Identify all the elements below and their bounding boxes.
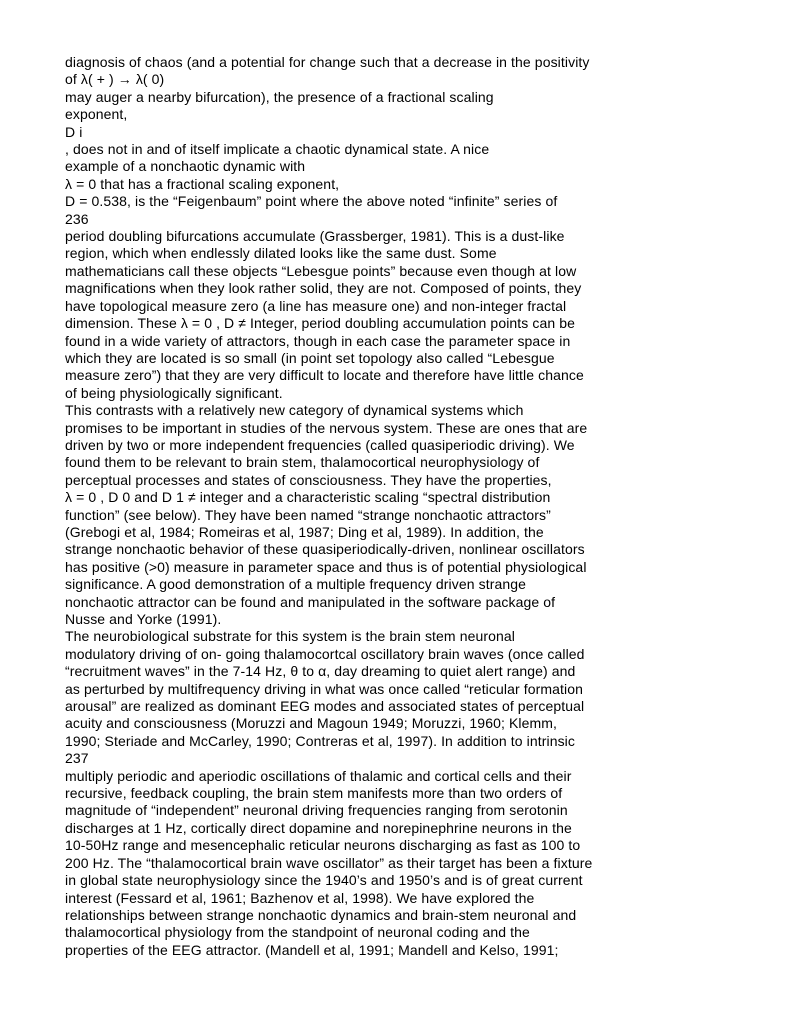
text-line: recursive, feedback coupling, the brain stem manifests more than two orders of [65,785,563,802]
text-line: magnifications when they look rather solid, they are not. Composed of points, they [65,280,582,297]
text-line: significance. A good demonstration of a multiple frequency driven strange [65,576,527,593]
text-line: period doubling bifurcations accumulate (Grassberger, 1981). This is a dust-like [65,228,565,245]
text-line: mathematicians call these objects “Lebesgue points” because even though at low [65,262,577,279]
text-line: Nusse and Yorke (1991). [65,611,222,627]
text-line: promises to be important in studies of the nervous system. These are ones that are [65,419,588,436]
text-line: 236 [65,210,89,227]
text-body [65,54,745,959]
text-line: thalamocortical physiology from the standpoint of neuronal coding and the [65,924,530,941]
text-line: exponent, [65,106,128,123]
text-line: has positive (>0) measure in parameter space and thus is of potential physiological [65,558,587,575]
text-line: diagnosis of chaos (and a potential for change such that a decrease in the positivity [65,54,590,70]
text-line: λ = 0 , D 0 and D 1 ≠ integer and a characteristic scaling “spectral distribution [65,489,551,506]
text-line: 10-50Hz range and mesencephalic reticular neurons discharging as fast as 100 to [65,837,581,854]
text-line: strange nonchaotic behavior of these quasiperiodically-driven, nonlinear oscillators [65,541,585,558]
text-line: dimension. These λ = 0 , D ≠ Integer, period doubling accumulation points can be [65,315,576,332]
text-line: example of a nonchaotic dynamic with [65,158,306,175]
text-line: of λ( + ) → λ( 0) [65,71,165,88]
text-line: arousal” are realized as dominant EEG modes and associated states of perceptual [65,698,585,715]
text-line: driven by two or more independent frequencies (called quasiperiodic driving). We [65,436,575,453]
text-line: have topological measure zero (a line has measure one) and non-integer fractal [65,297,567,314]
text-line: in global state neurophysiology since the 1940’s and 1950’s and is of great current [65,872,583,889]
text-line: D = 0.538, is the “Feigenbaum” point where the above noted “infinite” series of [65,193,558,210]
text-line: (Grebogi et al, 1984; Romeiras et al, 1987; Ding et al, 1989). In addition, the [65,523,544,540]
text-line: may auger a nearby bifurcation), the presence of a fractional scaling [65,88,494,105]
text-line: function” (see below). They have been named “strange nonchaotic attractors” [65,506,551,523]
text-line: of being physiologically significant. [65,384,283,401]
text-line: measure zero”) that they are very difficult to locate and therefore have little chance [65,367,584,384]
text-line: magnitude of “independent” neuronal driving frequencies ranging from serotonin [65,802,568,819]
text-line: modulatory driving of on- going thalamocortcal oscillatory brain waves (once called [65,645,585,662]
text-line: interest (Fessard et al, 1961; Bazhenov et al, 1998). We have explored the [65,889,535,906]
text-line: “recruitment waves” in the 7-14 Hz, θ to α, day dreaming to quiet alert range) and [65,663,576,680]
text-line: as perturbed by multifrequency driving in what was once called “reticular formation [65,680,583,697]
text-line: nonchaotic attractor can be found and manipulated in the software package of [65,593,556,610]
text-line: region, which when endlessly dilated looks like the same dust. Some [65,245,497,262]
text-line: found them to be relevant to brain stem, thalamocortical neurophysiology of [65,454,540,471]
text-line: relationships between strange nonchaotic dynamics and brain-stem neuronal and [65,906,577,923]
text-line: , does not in and of itself implicate a chaotic dynamical state. A nice [65,141,490,158]
text-line: The neurobiological substrate for this system is the brain stem neuronal [65,628,515,645]
text-line: acuity and consciousness (Moruzzi and Magoun 1949; Moruzzi, 1960; Klemm, [65,715,557,732]
text-line: properties of the EEG attractor. (Mandell et al, 1991; Mandell and Kelso, 1991; [65,941,559,958]
text-line: multiply periodic and aperiodic oscillations of thalamic and cortical cells and their [65,767,572,784]
text-line: λ = 0 that has a fractional scaling exponent, [65,175,340,192]
text-line: perceptual processes and states of consciousness. They have the properties, [65,471,552,488]
text-line: 1990; Steriade and McCarley, 1990; Contreras et al, 1997). In addition to intrinsic [65,732,575,749]
text-line: found in a wide variety of attractors, though in each case the parameter space in [65,332,571,349]
text-line: D i [65,123,83,140]
text-line: 237 [65,750,89,767]
text-line: This contrasts with a relatively new category of dynamical systems which [65,402,524,419]
text-line: 200 Hz. The “thalamocortical brain wave oscillator” as their target has been a fixture [65,854,593,871]
text-line: discharges at 1 Hz, cortically direct dopamine and norepinephrine neurons in the [65,819,572,836]
text-line: which they are located is so small (in point set topology also called “Lebesgue [65,349,555,366]
